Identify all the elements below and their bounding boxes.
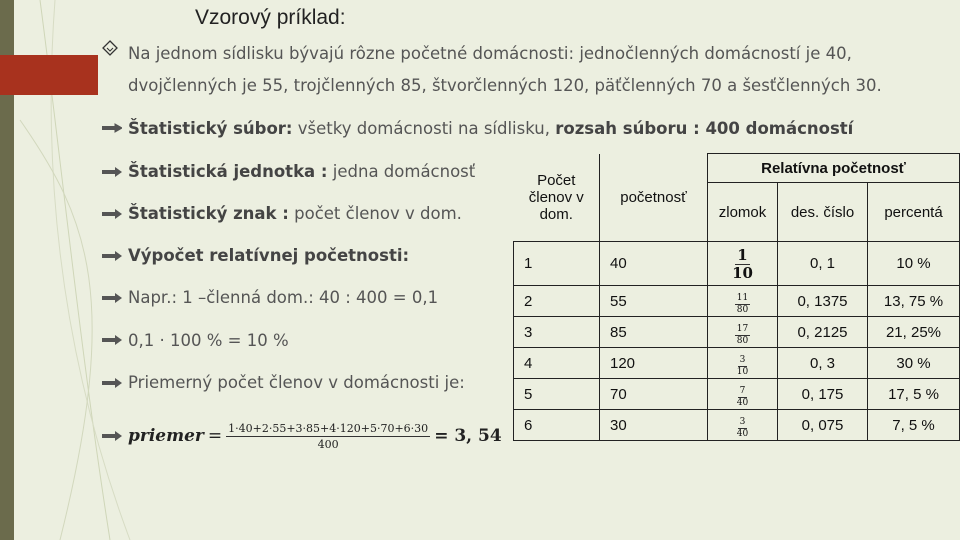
table-row [514, 410, 960, 441]
table-row [514, 286, 960, 317]
cell-members: 2 [514, 286, 600, 317]
slide-title: Vzorový príklad: [195, 6, 346, 29]
cell-members: 5 [514, 379, 600, 410]
table-row [514, 379, 960, 410]
cell-decimal: 0, 2125 [778, 317, 868, 348]
subheader-decimal: des. číslo [778, 183, 868, 242]
relative-calc-line [128, 246, 409, 265]
equation-result: = 3, 54 [434, 426, 502, 446]
cell-frequency: 85 [600, 317, 708, 348]
cell-members: 1 [514, 242, 600, 286]
arrow-bullet-icon [102, 334, 122, 350]
arrow-bullet-icon [102, 208, 122, 224]
cell-decimal: 0, 075 [778, 410, 868, 441]
cell-percent: 7, 5 % [868, 410, 960, 441]
arrow-bullet-icon [102, 122, 122, 138]
stat-feature-line [128, 204, 462, 223]
equation-equals: = [207, 426, 223, 446]
cell-frequency: 30 [600, 410, 708, 441]
table-row [514, 317, 960, 348]
arrow-bullet-icon [102, 377, 122, 393]
subheader-percent: percentá [868, 183, 960, 242]
average-equation [128, 418, 502, 454]
stat-unit-text: jedna domácnosť [327, 162, 476, 181]
cell-decimal: 0, 175 [778, 379, 868, 410]
arrow-bullet-icon [102, 292, 122, 308]
stat-set-size: rozsah súboru : 400 domácností [555, 119, 854, 138]
stat-set-line [128, 119, 853, 138]
stat-set-label: Štatistický súbor: [128, 119, 293, 138]
cell-frequency: 55 [600, 286, 708, 317]
stat-feature-label: Štatistický znak : [128, 204, 289, 223]
bullet-text-line-1: Na jednom sídlisku bývajú rôzne početné domácnosti: jednočlenných domácností je 40, [128, 44, 852, 63]
header-members: Počet členov v dom. [514, 154, 600, 242]
equation-numerator: 1·40+2·55+3·85+4·120+5·70+6·30 [228, 421, 429, 435]
bullet-text-line-2: dvojčlenných je 55, trojčlenných 85, štvorčlenných 120, päťčlenných 70 a šesťčlenných 30. [128, 76, 882, 95]
stat-unit-label: Štatistická jednotka : [128, 162, 328, 181]
cell-frequency: 40 [600, 242, 708, 286]
equation-denominator: 400 [317, 437, 339, 451]
cell-decimal: 0, 1375 [778, 286, 868, 317]
cell-percent: 21, 25% [868, 317, 960, 348]
relative-calc-label: Výpočet relatívnej početnosti: [128, 246, 410, 265]
cell-fraction: $\frac{3}{10}$ [708, 348, 778, 379]
stat-feature-text: počet členov v dom. [288, 204, 462, 223]
cell-percent: 10 % [868, 242, 960, 286]
average-line: Priemerný počet členov v domácnosti je: [128, 373, 465, 392]
arrow-bullet-icon [102, 430, 122, 446]
diamond-bullet-icon [102, 40, 122, 56]
equation-lhs: priemer [128, 426, 204, 446]
cell-fraction: $\frac{1}{10}$ [708, 242, 778, 286]
cell-percent: 17, 5 % [868, 379, 960, 410]
cell-members: 4 [514, 348, 600, 379]
frequency-table [513, 153, 960, 441]
header-relative: Relatívna početnosť [708, 154, 960, 183]
cell-fraction: $\frac{3}{40}$ [708, 410, 778, 441]
cell-decimal: 0, 1 [778, 242, 868, 286]
cell-frequency: 120 [600, 348, 708, 379]
header-frequency: početnosť [600, 154, 708, 242]
stat-set-text: všetky domácnosti na sídlisku, [292, 119, 556, 138]
cell-decimal: 0, 3 [778, 348, 868, 379]
arrow-bullet-icon [102, 250, 122, 266]
arrow-bullet-icon [102, 166, 122, 182]
cell-percent: 13, 75 % [868, 286, 960, 317]
subheader-fraction: zlomok [708, 183, 778, 242]
percent-line: 0,1 · 100 % = 10 % [128, 331, 289, 350]
table-row [514, 348, 960, 379]
stat-unit-line [128, 162, 475, 181]
table-row [514, 242, 960, 286]
cell-fraction: $\frac{11}{80}$ [708, 286, 778, 317]
cell-members: 6 [514, 410, 600, 441]
cell-frequency: 70 [600, 379, 708, 410]
cell-members: 3 [514, 317, 600, 348]
cell-fraction: $\frac{17}{80}$ [708, 317, 778, 348]
equation-fraction [226, 422, 430, 451]
red-accent-tab [0, 55, 98, 95]
cell-percent: 30 % [868, 348, 960, 379]
cell-fraction: $\frac{7}{40}$ [708, 379, 778, 410]
example-line: Napr.: 1 –členná dom.: 40 : 400 = 0,1 [128, 288, 439, 307]
